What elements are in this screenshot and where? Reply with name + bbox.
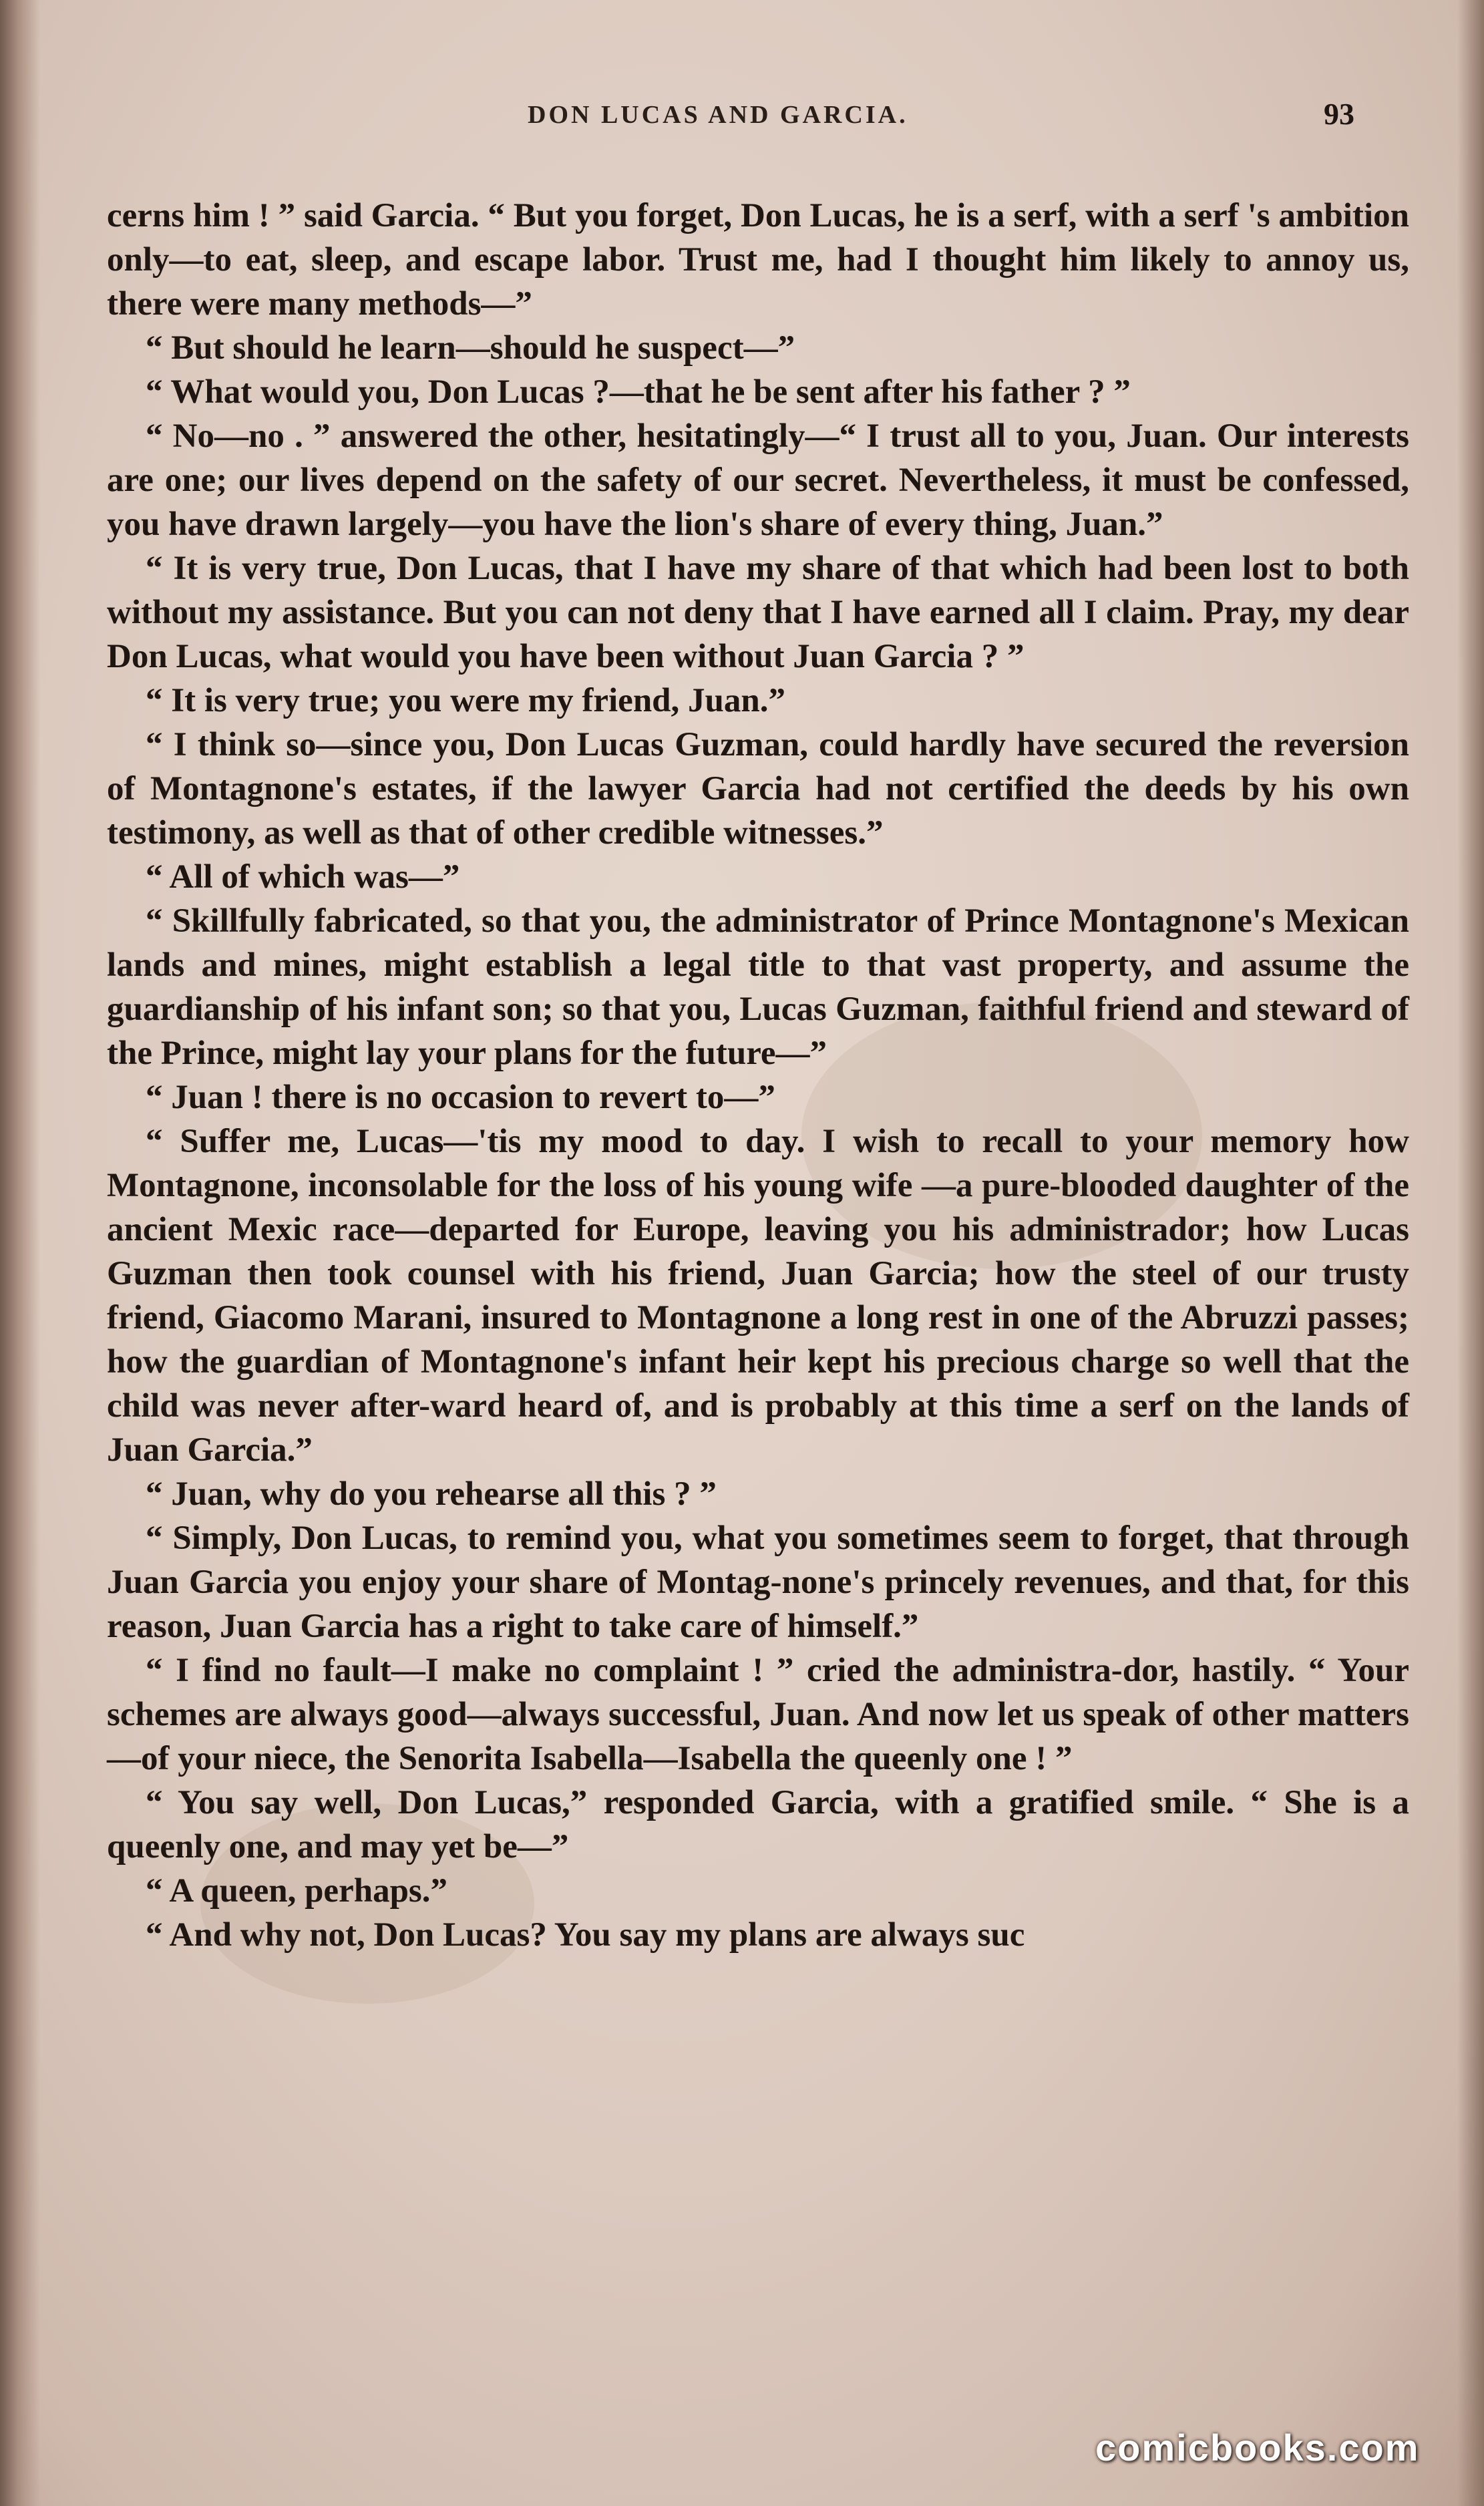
page-shadow-right xyxy=(1457,0,1484,2506)
paragraph: “ Skillfully fabricated, so that you, the administrator of Prince Montagnone's Mexican lands and mines, might establish a legal title to that vast property, and assume the guardianship of his infant son; so that you, Lucas Guzman, faithful friend and steward of the Prince, might lay your plans for the future—” xyxy=(107,902,1409,1072)
paragraph: “ But should he learn—should he suspect—” xyxy=(146,329,795,367)
paragraph: “ Suffer me, Lucas—'tis my mood to day. I wish to recall to your memory how Montagnone, inconsolable for the loss of his young wife —a pure-blooded daughter of the ancient Mexic race—departed for Europe, leaving you his administrador; how Lucas Guzman then took counsel with his friend, Juan Garcia; how the steel of our trusty friend, Giacomo Marani, insured to Montagnone a long rest in one of the Abruzzi passes; how the guardian of Montagnone's infant heir kept his precious charge so well that the child was never after-ward heard of, and is probably at this time a serf on the lands of Juan Garcia.” xyxy=(107,1123,1409,1469)
paragraph: “ A queen, perhaps.” xyxy=(146,1872,448,1910)
paragraph: “ What would you, Don Lucas ?—that he be sent after his father ? ” xyxy=(146,373,1131,411)
paragraph: “ Juan, why do you rehearse all this ? ” xyxy=(146,1475,717,1513)
paragraph: “ It is very true, Don Lucas, that I have my share of that which had been lost to both without my assistance. But you can not deny that I have earned all I claim. Pray, my dear Don Lucas, what would you have been without Juan Garcia ? ” xyxy=(107,550,1409,675)
paragraph: “ All of which was—” xyxy=(146,858,460,896)
paragraph: “ I think so—since you, Don Lucas Guzman, could hardly have secured the reversion of Montagnone's estates, if the lawyer Garcia had not certified the deeds by his own testimony, as well as that of other credible witnesses.” xyxy=(107,726,1409,852)
paragraph: “ Simply, Don Lucas, to remind you, what you sometimes seem to forget, that through Juan Garcia you enjoy your share of Montag-none's princely revenues, and that, for this reason, Juan Garcia has a right to take care of himself.” xyxy=(107,1519,1409,1645)
paragraph: “ And why not, Don Lucas? You say my plans are always suc xyxy=(146,1916,1025,1954)
body-text xyxy=(107,194,1409,1957)
paragraph: “ I find no fault—I make no complaint ! ” cried the administra-dor, hastily. “ Your schemes are always good—always successful, Juan. And now let us speak of other matters—of your niece, the Senorita Isabella—Isabella the queenly one ! ” xyxy=(107,1652,1409,1777)
paragraph: cerns him ! ” said Garcia. “ But you forget, Don Lucas, he is a serf, with a serf 's ambition only—to eat, sleep, and escape labor. Trust me, had I thought him likely to annoy us, there were many methods—” xyxy=(107,197,1409,323)
page-shadow-left xyxy=(0,0,40,2506)
running-title: DON LUCAS AND GARCIA. xyxy=(528,101,908,129)
paragraph: “ It is very true; you were my friend, Juan.” xyxy=(146,682,786,719)
paragraph: “ No—no . ” answered the other, hesitatingly—“ I trust all to you, Juan. Our interests are one; our lives depend on the safety of our secret. Nevertheless, it must be confessed, you have drawn largely—you have the lion's share of every thing, Juan.” xyxy=(107,417,1409,543)
paragraph: “ You say well, Don Lucas,” responded Garcia, with a gratified smile. “ She is a queenly one, and may yet be—” xyxy=(107,1784,1409,1865)
page-number: 93 xyxy=(1324,97,1354,131)
running-head xyxy=(0,97,1484,140)
paragraph: “ Juan ! there is no occasion to revert to—” xyxy=(146,1079,775,1116)
watermark: comicbooks.com xyxy=(1095,2427,1420,2469)
